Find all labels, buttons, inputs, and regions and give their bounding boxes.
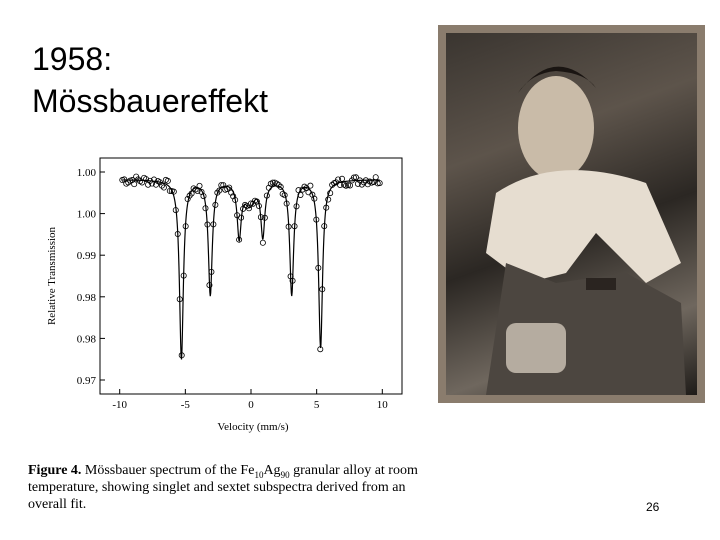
figure-caption	[28, 462, 428, 513]
caption-label: Figure 4.	[28, 463, 82, 478]
caption-fe-subscript: 10	[254, 469, 264, 480]
y-tick-label: 0.97	[76, 375, 96, 387]
data-points	[120, 174, 383, 358]
page-number: 26	[646, 500, 660, 514]
x-axis-label: Velocity (mm/s)	[217, 421, 289, 433]
x-tick-label: -10	[112, 399, 128, 411]
title-topic: Mössbauereffekt	[32, 83, 268, 119]
portrait-silhouette	[446, 33, 697, 395]
caption-text-2: Ag	[263, 463, 281, 478]
caption-text-1: Mössbauer spectrum of the Fe	[81, 463, 255, 478]
y-tick-label: 0.99	[76, 250, 96, 263]
caption-ag-subscript: 90	[280, 469, 290, 480]
data-point	[373, 175, 378, 180]
title-year: 1958:	[32, 41, 113, 77]
x-tick-label: 5	[313, 399, 320, 411]
y-tick-label: 0.98	[76, 333, 96, 346]
data-point	[260, 240, 265, 245]
caption-text-3: granular alloy at room temperature, showing singlet and sextet subspectra derived from an overall fit.	[28, 463, 418, 512]
plot-frame	[100, 158, 402, 394]
data-point	[308, 183, 313, 188]
data-point	[197, 183, 202, 188]
y-tick-label: 1.00	[76, 208, 96, 221]
y-tick-label: 0.98	[76, 291, 96, 304]
x-tick-label: 10	[376, 399, 388, 411]
photo-portrait-icon	[446, 33, 697, 395]
y-axis-label: Relative Transmission	[46, 226, 58, 326]
y-tick-label: 1.00	[76, 167, 96, 179]
x-tick-label: -5	[180, 399, 190, 411]
y-axis-ticks	[77, 167, 105, 387]
x-tick-label: 0	[248, 399, 254, 411]
data-point	[132, 182, 137, 187]
data-point	[326, 197, 331, 202]
portrait-photo	[438, 25, 705, 403]
x-axis-ticks	[112, 389, 388, 411]
